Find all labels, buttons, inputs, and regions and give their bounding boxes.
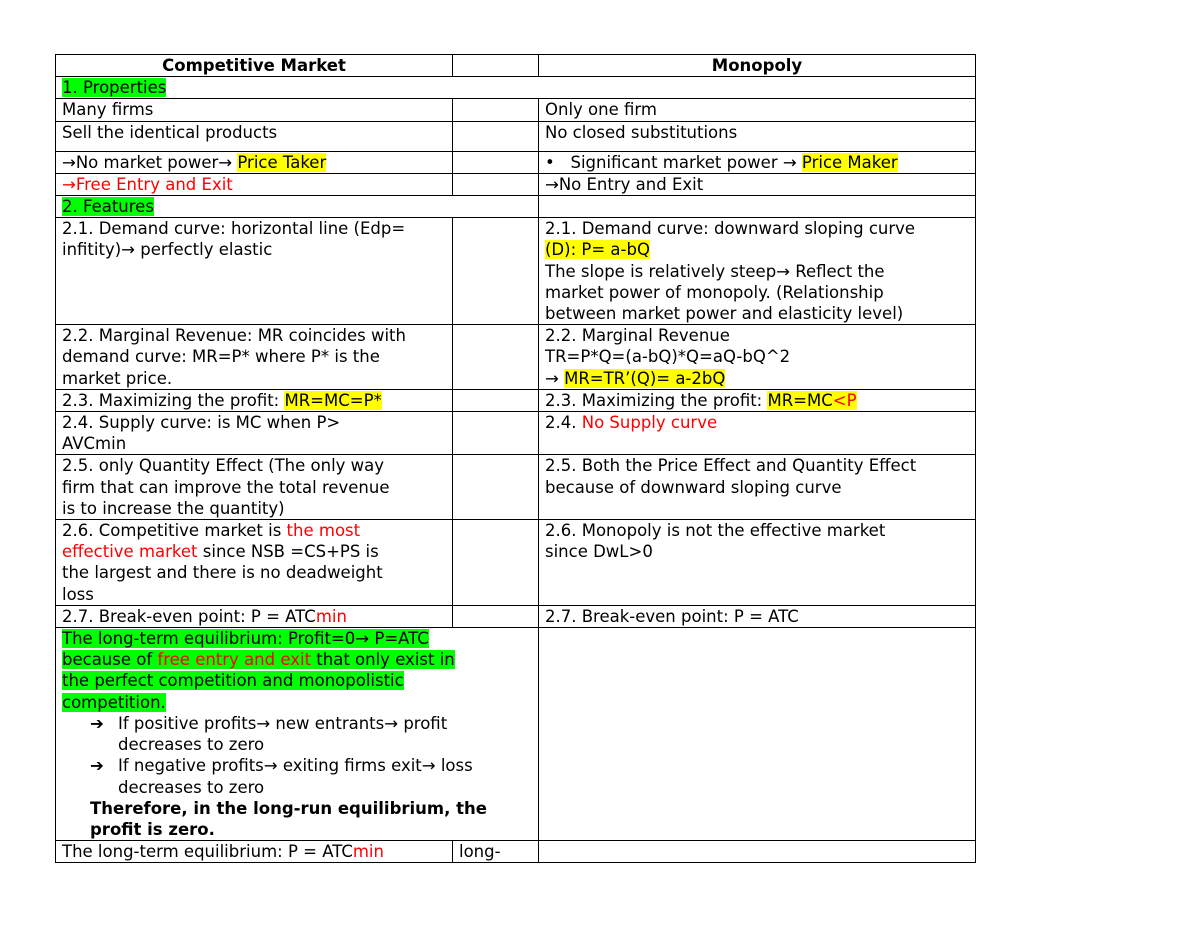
table-row: [56, 455, 976, 520]
section-features: 2. Features: [56, 196, 539, 218]
cell-left: →Free Entry and Exit: [56, 173, 453, 195]
cell-middle: [453, 455, 539, 520]
cell-middle: [453, 412, 539, 455]
table-row: [56, 628, 976, 841]
cell-middle: [453, 121, 539, 151]
cell-left: 2.2. Marginal Revenue: MR coincides with demand curve: MR=P* where P* is the market price.: [56, 325, 453, 390]
cell-middle: [453, 151, 539, 173]
cell-right: 2.4. No Supply curve: [539, 412, 976, 455]
cell-middle: [453, 173, 539, 195]
section-features-row: [56, 196, 976, 218]
table-row: [56, 605, 976, 627]
arrow-icon: ➔: [90, 713, 104, 733]
cell-middle: [453, 520, 539, 606]
section-properties-row: [56, 77, 976, 99]
cell-middle: long-: [453, 841, 539, 863]
cell-middle: [453, 325, 539, 390]
cell-right: [539, 841, 976, 863]
cell-long-term: The long-term equilibrium: Profit=0→ P=ATC because of free entry and exit that only exist in the perfect competition and monopolistic competition. ➔ If positive profits→ new entrants→ profit decreases to zero ➔ If negative profits→ exiting firms exit→ loss decreases to zero Therefore, in the long-run equilibrium, the profit is zero.: [56, 628, 539, 841]
cell-right: [539, 628, 976, 841]
cell-right: 2.2. Marginal Revenue TR=P*Q=(a-bQ)*Q=aQ-bQ^2 → MR=TR’(Q)= a-2bQ: [539, 325, 976, 390]
cell-middle: [453, 218, 539, 325]
cell-right: No closed substitutions: [539, 121, 976, 151]
table-row: [56, 841, 976, 863]
cell-right: 2.7. Break-even point: P = ATC: [539, 605, 976, 627]
cell-left: →No market power→ Price Taker: [56, 151, 453, 173]
cell-left: 2.4. Supply curve: is MC when P> AVCmin: [56, 412, 453, 455]
cell-right: 2.3. Maximizing the profit: MR=MC<P: [539, 389, 976, 411]
cell-right: • Significant market power → Price Maker: [539, 151, 976, 173]
table-row: [56, 520, 976, 606]
comparison-table: [55, 54, 976, 863]
section-properties: 1. Properties: [56, 77, 976, 99]
cell-left: 2.3. Maximizing the profit: MR=MC=P*: [56, 389, 453, 411]
cell-right: →No Entry and Exit: [539, 173, 976, 195]
header-middle: [453, 55, 539, 77]
cell-left: The long-term equilibrium: P = ATCmin: [56, 841, 453, 863]
cell-left: 2.1. Demand curve: horizontal line (Edp= infitity)→ perfectly elastic: [56, 218, 453, 325]
table-row: [56, 173, 976, 195]
cell-middle: [453, 389, 539, 411]
table-row: [56, 121, 976, 151]
list-item: ➔ If positive profits→ new entrants→ profit decreases to zero: [90, 713, 448, 755]
list-item: ➔ If negative profits→ exiting firms exit→ loss decreases to zero: [90, 756, 473, 797]
cell-right: Only one firm: [539, 99, 976, 121]
cell-right: 2.6. Monopoly is not the effective market since DwL>0: [539, 520, 976, 606]
table-row: [56, 412, 976, 455]
cell-left: Sell the identical products: [56, 121, 453, 151]
table-row: [56, 325, 976, 390]
cell-left: 2.6. Competitive market is the most effective market since NSB =CS+PS is the largest and there is no deadweight loss: [56, 520, 453, 606]
table-row: [56, 151, 976, 173]
table-row: [56, 218, 976, 325]
cell-left: Many firms: [56, 99, 453, 121]
arrow-icon: ➔: [90, 756, 104, 776]
header-row: [56, 55, 976, 77]
header-monopoly: Monopoly: [539, 55, 976, 77]
cell-middle: [453, 99, 539, 121]
cell-right: 2.1. Demand curve: downward sloping curve (D): P= a-bQ The slope is relatively steep→ Reflect the market power of monopoly. (Relationship between market power and elasticity level): [539, 218, 976, 325]
cell-right: [539, 196, 976, 218]
cell-right: 2.5. Both the Price Effect and Quantity Effect because of downward sloping curve: [539, 455, 976, 520]
header-competitive-market: Competitive Market: [56, 55, 453, 77]
table-row: [56, 99, 976, 121]
cell-left: 2.5. only Quantity Effect (The only way firm that can improve the total revenue is to increase the quantity): [56, 455, 453, 520]
table-row: [56, 389, 976, 411]
cell-middle: [453, 605, 539, 627]
cell-left: 2.7. Break-even point: P = ATCmin: [56, 605, 453, 627]
